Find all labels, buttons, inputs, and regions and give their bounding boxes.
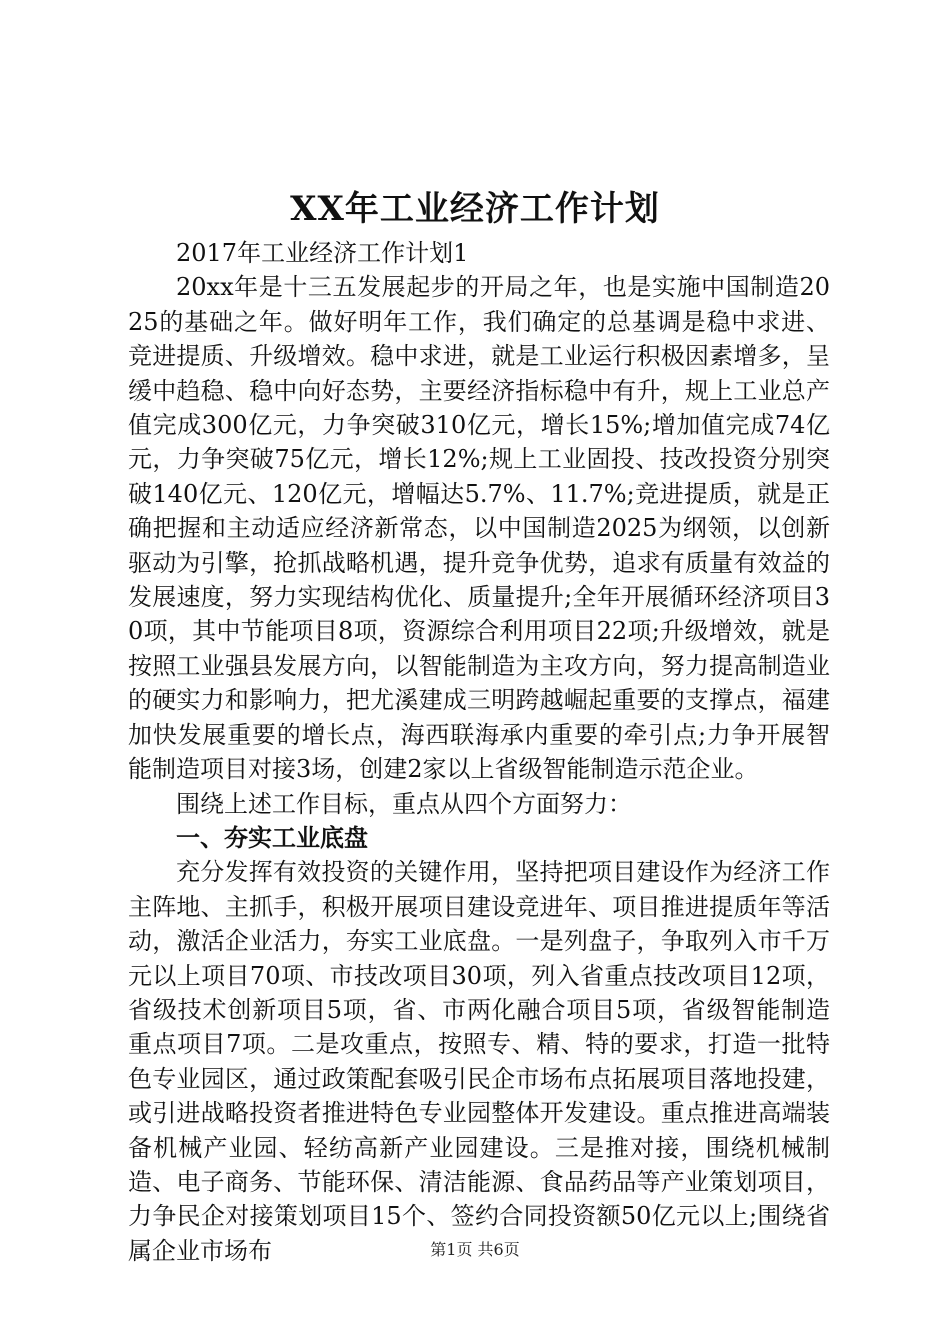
page-footer: 第1页 共6页 bbox=[430, 1240, 520, 1259]
subtitle-line: 2017年工业经济工作计划1 bbox=[176, 239, 469, 267]
body-paragraph: 围绕上述工作目标，重点从四个方面努力： bbox=[176, 789, 632, 818]
section-heading: 一、夯实工业底盘 bbox=[176, 823, 368, 852]
section-paragraph: 充分发挥有效投资的关键作用，坚持把项目建设作为经济工作主阵地、主抓手，积极开展项目建设竞进年、项目推进提质年等活动，激活企业活力，夯实工业底盘。一是列盘子，争取列入市千万元以上项目70项、市技改项目30项，列入省重点技改项目12项，省级技术创新项目5项，省、市两化融合项目5项，省级智能制造重点项目7项。二是攻重点，按照专、精、特的要求，打造一批特色专业园区，通过政策配套吸引民企市场布点拓展项目落地投建，或引进战略投资者推进特色专业园整体开发建设。重点推进高端装备机械产业园、轻纺高新产业园建设。三是推对接，围绕机械制造、电子商务、节能环保、清洁能源、食品药品等产业策划项目，力争民企对接策划项目15个、签约合同投资额50亿元以上;围绕省属企业市场布 bbox=[128, 858, 830, 1265]
document-body bbox=[128, 236, 830, 1268]
page-title: XX年工业经济工作计划 bbox=[290, 189, 660, 229]
body-paragraph: 20xx年是十三五发展起步的开局之年，也是实施中国制造2025的基础之年。做好明年工作，我们确定的总基调是稳中求进、竞进提质、升级增效。稳中求进，就是工业运行积极因素增多，呈缓中趋稳、稳中向好态势，主要经济指标稳中有升，规上工业总产值完成300亿元，力争突破310亿元，增长15%;增加值完成74亿元，力争突破75亿元，增长12%;规上工业固投、技改投资分别突破140亿元、120亿元，增幅达5.7%、11.7%;竞进提质，就是正确把握和主动适应经济新常态，以中国制造2025为纲领，以创新驱动为引擎，抢抓战略机遇，提升竞争优势，追求有质量有效益的发展速度，努力实现结构优化、质量提升;全年开展循环经济项目30项，其中节能项目8项，资源综合利用项目22项;升级增效，就是按照工业强县发展方向，以智能制造为主攻方向，努力提高制造业的硬实力和影响力，把尤溪建成三明跨越崛起重要的支撑点，福建加快发展重要的增长点，海西联海承内重要的牵引点;力争开展智能制造项目对接3场，创建2家以上省级智能制造示范企业。 bbox=[128, 273, 830, 784]
